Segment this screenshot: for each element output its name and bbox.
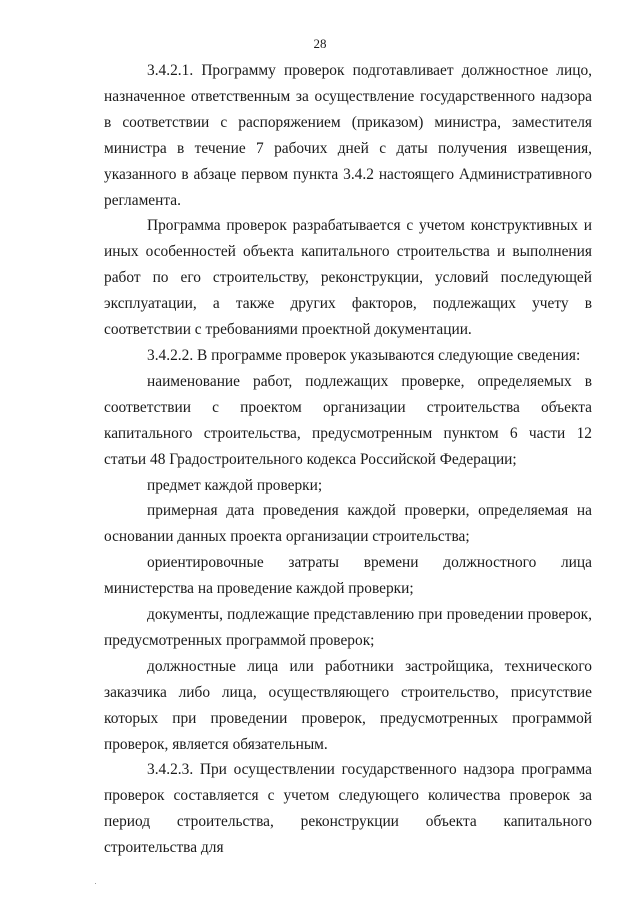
list-item-inspection-date: примерная дата проведения каждой проверки, определяемая на основании данных проекта организации строительства;: [104, 502, 592, 546]
list-item-officials: должностные лица или работники застройщика, технического заказчика либо лица, осуществляющего строительство, присутствие которых при проведении проверок, предусмотренных программой проверок, является обязательным.: [104, 657, 592, 753]
list-item-inspection-subject: предмет каждой проверки;: [147, 476, 323, 494]
list-item-work-names: наименование работ, подлежащих проверке, определяемых в соответствии с проектом организации строительства объекта капитального строительства, предусмотренным пунктом 6 части 12 статьи 48 Градостроительного кодекса Российской Федерации;: [104, 372, 592, 468]
scan-speck: [95, 883, 96, 884]
paragraph-3-4-2-2: 3.4.2.2. В программе проверок указываются следующие сведения:: [147, 346, 581, 364]
list-item-time-costs: ориентировочные затраты времени должностного лица министерства на проведение каждой проверки;: [104, 554, 592, 598]
body-text: [104, 58, 592, 861]
paragraph-3-4-2-1: 3.4.2.1. Программу проверок подготавливает должностное лицо, назначенное ответственным за осуществление государственного надзора в соответствии с распоряжением (приказом) министра, заместителя министра в течение 7 рабочих дней с даты получения извещения, указанного в абзаце первом пункта 3.4.2 настоящего Административного регламента.: [104, 62, 592, 209]
paragraph-3-4-2-3: 3.4.2.3. При осуществлении государственного надзора программа проверок составляется с учетом следующего количества проверок за период строительства, реконструкции объекта капитального строительства для: [104, 761, 592, 857]
list-item-documents: документы, подлежащие представлению при проведении проверок, предусмотренных программой проверок;: [104, 606, 592, 649]
paragraph-program-development: Программа проверок разрабатывается с учетом конструктивных и иных особенностей объекта капитального строительства и выполнения работ по его строительству, реконструкции, условий последующей эксплуатации, а также других факторов, подлежащих учету в соответствии с требованиями проектной документации.: [104, 217, 592, 339]
page-number: 28: [313, 36, 327, 51]
